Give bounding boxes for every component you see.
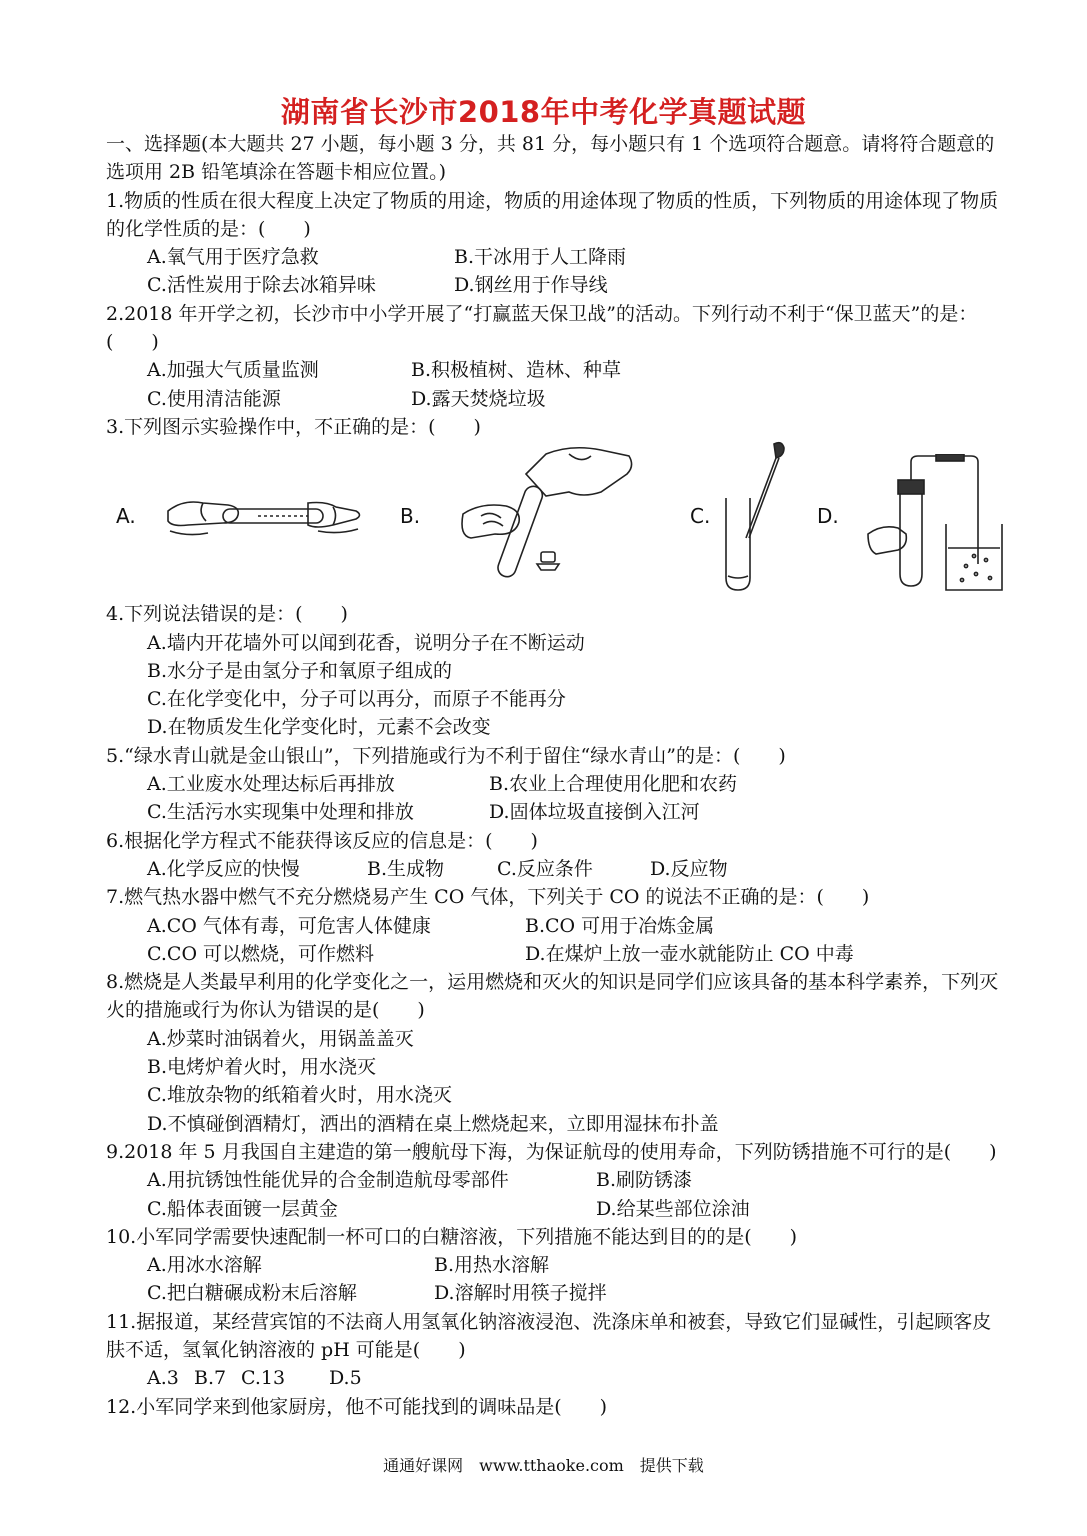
question-7-options-row-2 bbox=[106, 940, 1006, 968]
question-7-option-d: D.在煤炉上放一壶水就能防止 CO 中毒 bbox=[525, 942, 854, 965]
question-9-option-b: B.刷防锈漆 bbox=[596, 1169, 693, 1192]
question-8-option-d: D.不慎碰倒酒精灯，洒出的酒精在桌上燃烧起来，立即用湿抹布扑盖 bbox=[147, 1112, 719, 1135]
question-4-option-d: D.在物质发生化学变化时，元素不会改变 bbox=[147, 716, 491, 739]
question-1-stem: 1.物质的性质在很大程度上决定了物质的用途，物质的用途体现了物质的性质，下列物质的用途体现了物质的化学性质的是：( ) bbox=[106, 189, 999, 240]
question-5-stem: 5.“绿水青山就是金山银山”，下列措施或行为不利于留住“绿水青山”的是：( ) bbox=[106, 744, 786, 767]
question-5-option-b: B.农业上合理使用化肥和农药 bbox=[489, 773, 738, 796]
question-2-option-b: B.积极植树、造林、种草 bbox=[411, 359, 622, 382]
question-10-options-row-1 bbox=[106, 1251, 1006, 1279]
question-2-option-a: A.加强大气质量监测 bbox=[147, 359, 319, 382]
question-6-option-d: D.反应物 bbox=[650, 857, 728, 880]
question-8-option-a: A.炒菜时油锅着火，用锅盖盖灭 bbox=[147, 1027, 414, 1050]
figure-label-d: D. bbox=[817, 504, 839, 529]
question-2-option-d: D.露天焚烧垃圾 bbox=[411, 387, 546, 410]
question-11-stem: 11.据报道，某经营宾馆的不法商人用氢氧化钠溶液浸泡、洗涤床单和被套，导致它们显碱性，引起顾客皮肤不适，氢氧化钠溶液的 pH 可能是( ) bbox=[106, 1310, 992, 1361]
question-2-stem: 2.2018 年开学之初，长沙市中小学开展了“打赢蓝天保卫战”的活动。下列行动不利于“保卫蓝天”的是：( ) bbox=[106, 302, 978, 354]
question-4-option-a: A.墙内开花墙外可以闻到花香，说明分子在不断运动 bbox=[147, 631, 585, 654]
question-10-option-b: B.用热水溶解 bbox=[434, 1254, 550, 1277]
question-7-option-a: A.CO 气体有毒，可危害人体健康 bbox=[147, 914, 431, 937]
question-1-option-a: A.氧气用于医疗急救 bbox=[147, 246, 319, 269]
question-10-options-row-2 bbox=[106, 1279, 1006, 1307]
question-11-option-c: C.13 bbox=[241, 1367, 286, 1390]
question-1-option-b: B.干冰用于人工降雨 bbox=[454, 246, 627, 269]
page-title: 湖南省长沙市2018年中考化学真题试题 bbox=[280, 95, 807, 129]
question-6-options-row bbox=[106, 855, 1006, 883]
question-3-figure-row bbox=[106, 446, 1006, 596]
question-7-option-b: B.CO 可用于冶炼金属 bbox=[525, 914, 715, 937]
dropper-figure bbox=[716, 438, 796, 596]
question-1-options-row-1 bbox=[106, 243, 1006, 271]
question-6-option-b: B.生成物 bbox=[367, 857, 445, 880]
question-5-option-d: D.固体垃圾直接倒入江河 bbox=[489, 801, 700, 824]
figure-label-a: A. bbox=[116, 504, 136, 529]
question-7-option-c: C.CO 可以燃烧，可作燃料 bbox=[147, 942, 375, 965]
question-11-option-d: D.5 bbox=[329, 1367, 362, 1390]
footer-source: 通通好课网 www.tthaoke.com 提供下载 bbox=[383, 1456, 704, 1475]
question-6-stem: 6.根据化学方程式不能获得该反应的信息是：( ) bbox=[106, 829, 538, 852]
question-12-stem: 12.小军同学来到他家厨房，他不可能找到的调味品是( ) bbox=[106, 1395, 608, 1418]
question-8-option-c: C.堆放杂物的纸箱着火时，用水浇灭 bbox=[147, 1084, 452, 1107]
question-list bbox=[106, 130, 1006, 1421]
question-4-stem: 4.下列说法错误的是：( ) bbox=[106, 603, 348, 626]
airtightness-check-figure bbox=[866, 454, 1006, 596]
question-9-options-row-2 bbox=[106, 1195, 1006, 1223]
question-1-options-row-2 bbox=[106, 271, 1006, 299]
question-8-option-b: B.电烤炉着火时，用水浇灭 bbox=[147, 1056, 377, 1079]
question-6-option-c: C.反应条件 bbox=[497, 857, 593, 880]
question-9-options-row-1 bbox=[106, 1166, 1006, 1194]
question-5-options-row-1 bbox=[106, 770, 1006, 798]
question-2-option-c: C.使用清洁能源 bbox=[147, 387, 281, 410]
question-7-options-row-1 bbox=[106, 912, 1006, 940]
question-9-stem: 9.2018 年 5 月我国自主建造的第一艘航母下海，为保证航母的使用寿命，下列防锈措施不可行的是( ) bbox=[106, 1140, 997, 1163]
question-10-stem: 10.小军同学需要快速配制一杯可口的白糖溶液，下列措施不能达到目的的是( ) bbox=[106, 1225, 798, 1248]
question-5-option-a: A.工业废水处理达标后再排放 bbox=[147, 773, 395, 796]
question-5-options-row-2 bbox=[106, 798, 1006, 826]
question-1-option-d: D.钢丝用于作导线 bbox=[454, 274, 608, 297]
question-9-option-c: C.船体表面镀一层黄金 bbox=[147, 1197, 338, 1220]
question-4-option-c: C.在化学变化中，分子可以再分，而原子不能再分 bbox=[147, 688, 566, 711]
question-8-stem: 8.燃烧是人类最早利用的化学变化之一，运用燃烧和灭火的知识是同学们应该具备的基本科学素养，下列灭火的措施或行为你认为错误的是( ) bbox=[106, 971, 999, 1022]
pouring-liquid-figure bbox=[451, 444, 636, 596]
figure-label-b: B. bbox=[400, 504, 421, 529]
question-3-stem: 3.下列图示实验操作中，不正确的是：( ) bbox=[106, 415, 481, 438]
question-5-option-c: C.生活污水实现集中处理和排放 bbox=[147, 801, 414, 824]
question-1-option-c: C.活性炭用于除去冰箱异味 bbox=[147, 274, 376, 297]
question-10-option-d: D.溶解时用筷子搅拌 bbox=[434, 1282, 607, 1305]
question-10-option-c: C.把白糖碾成粉末后溶解 bbox=[147, 1282, 357, 1305]
test-tube-heating-figure bbox=[158, 481, 368, 561]
question-7-stem: 7.燃气热水器中燃气不充分燃烧易产生 CO 气体，下列关于 CO 的说法不正确的是：( ) bbox=[106, 886, 870, 909]
question-10-option-a: A.用冰水溶解 bbox=[147, 1254, 262, 1277]
question-2-options-row-2 bbox=[106, 385, 1006, 413]
question-6-option-a: A.化学反应的快慢 bbox=[147, 857, 300, 880]
section-intro: 一、选择题(本大题共 27 小题，每小题 3 分，共 81 分，每小题只有 1 个选项符合题意。请将符合题意的选项用 2B 铅笔填涂在答题卡相应位置。) bbox=[106, 133, 995, 184]
question-11-option-b: B.7 bbox=[194, 1367, 227, 1390]
question-11-options-row bbox=[106, 1364, 1006, 1392]
question-9-option-a: A.用抗锈蚀性能优异的合金制造航母零部件 bbox=[147, 1169, 509, 1192]
question-4-option-b: B.水分子是由氢分子和氧原子组成的 bbox=[147, 659, 453, 682]
question-11-option-a: A.3 bbox=[147, 1367, 179, 1390]
question-2-options-row-1 bbox=[106, 356, 1006, 384]
figure-label-c: C. bbox=[690, 504, 711, 529]
question-9-option-d: D.给某些部位涂油 bbox=[596, 1197, 750, 1220]
